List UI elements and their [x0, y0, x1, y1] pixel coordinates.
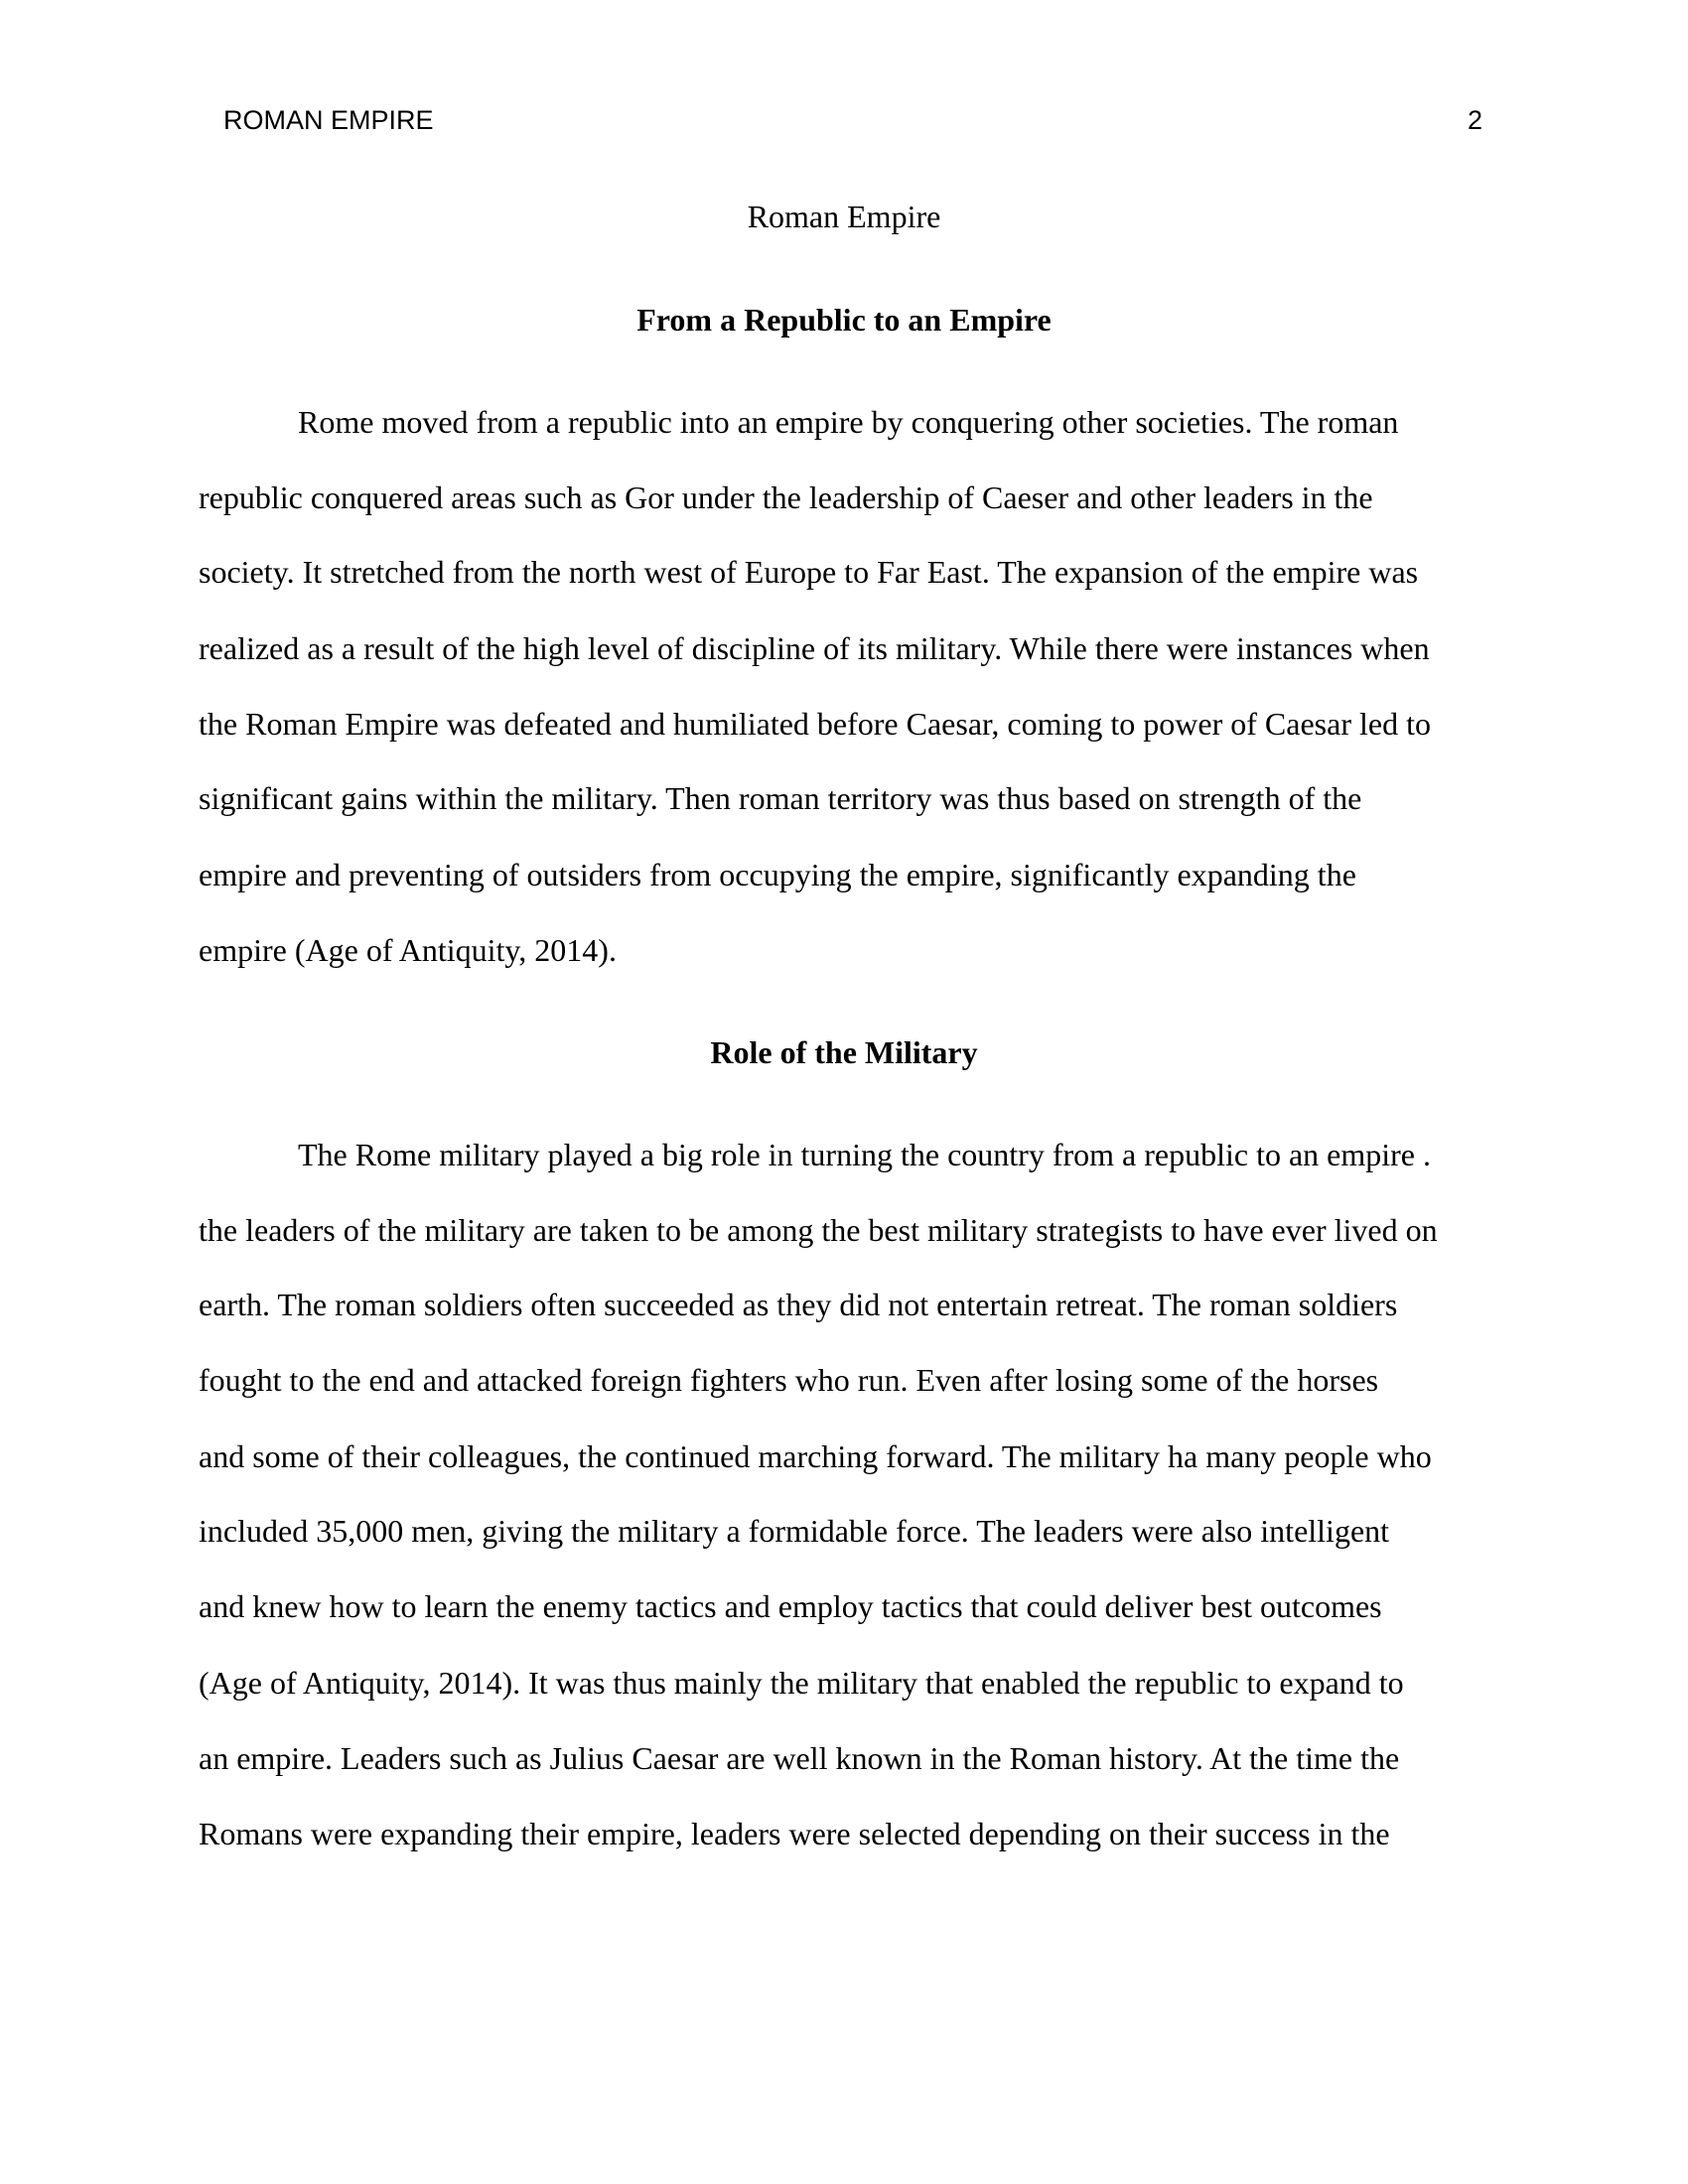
paragraph-line: the Roman Empire was defeated and humiliated before Caesar, coming to power of Caesar led to [199, 706, 1431, 742]
paragraph-line: empire and preventing of outsiders from occupying the empire, significantly expanding the [199, 857, 1356, 892]
paragraph-line: fought to the end and attacked foreign fighters who run. Even after losing some of the horses [199, 1362, 1379, 1398]
paragraph-line: The Rome military played a big role in turning the country from a republic to an empire . [298, 1137, 1431, 1172]
paragraph-line: earth. The roman soldiers often succeeded as they did not entertain retreat. The roman soldiers [199, 1287, 1398, 1322]
paragraph-line: and knew how to learn the enemy tactics and employ tactics that could deliver best outcomes [199, 1588, 1382, 1624]
section-heading: From a Republic to an Empire [636, 302, 1052, 338]
paragraph-line: an empire. Leaders such as Julius Caesar are well known in the Roman history. At the time the [199, 1740, 1400, 1776]
paragraph-line: republic conquered areas such as Gor under the leadership of Caeser and other leaders in the [199, 479, 1373, 515]
paragraph-line: Rome moved from a republic into an empire by conquering other societies. The roman [298, 404, 1399, 440]
paragraph-line: (Age of Antiquity, 2014). It was thus mainly the military that enabled the republic to expand to [199, 1665, 1404, 1701]
paragraph-line: included 35,000 men, giving the military a formidable force. The leaders were also intelligent [199, 1513, 1390, 1549]
paragraph-line: the leaders of the military are taken to be among the best military strategists to have ever lived on [199, 1212, 1438, 1248]
paragraph-line: Romans were expanding their empire, leaders were selected depending on their success in the [199, 1816, 1390, 1851]
paragraph-line: and some of their colleagues, the continued marching forward. The military ha many people who [199, 1438, 1432, 1474]
paragraph-line: society. It stretched from the north west of Europe to Far East. The expansion of the empire was [199, 554, 1419, 590]
paragraph-line: realized as a result of the high level of discipline of its military. While there were instances when [199, 630, 1430, 666]
page-number: 2 [1468, 105, 1483, 135]
section-heading: Role of the Military [710, 1034, 978, 1070]
document-title: Roman Empire [747, 199, 941, 234]
paragraph-line: empire (Age of Antiquity, 2014). [199, 932, 617, 968]
running-head: ROMAN EMPIRE [223, 105, 434, 135]
paragraph-line: significant gains within the military. Then roman territory was thus based on strength of the [199, 780, 1362, 816]
